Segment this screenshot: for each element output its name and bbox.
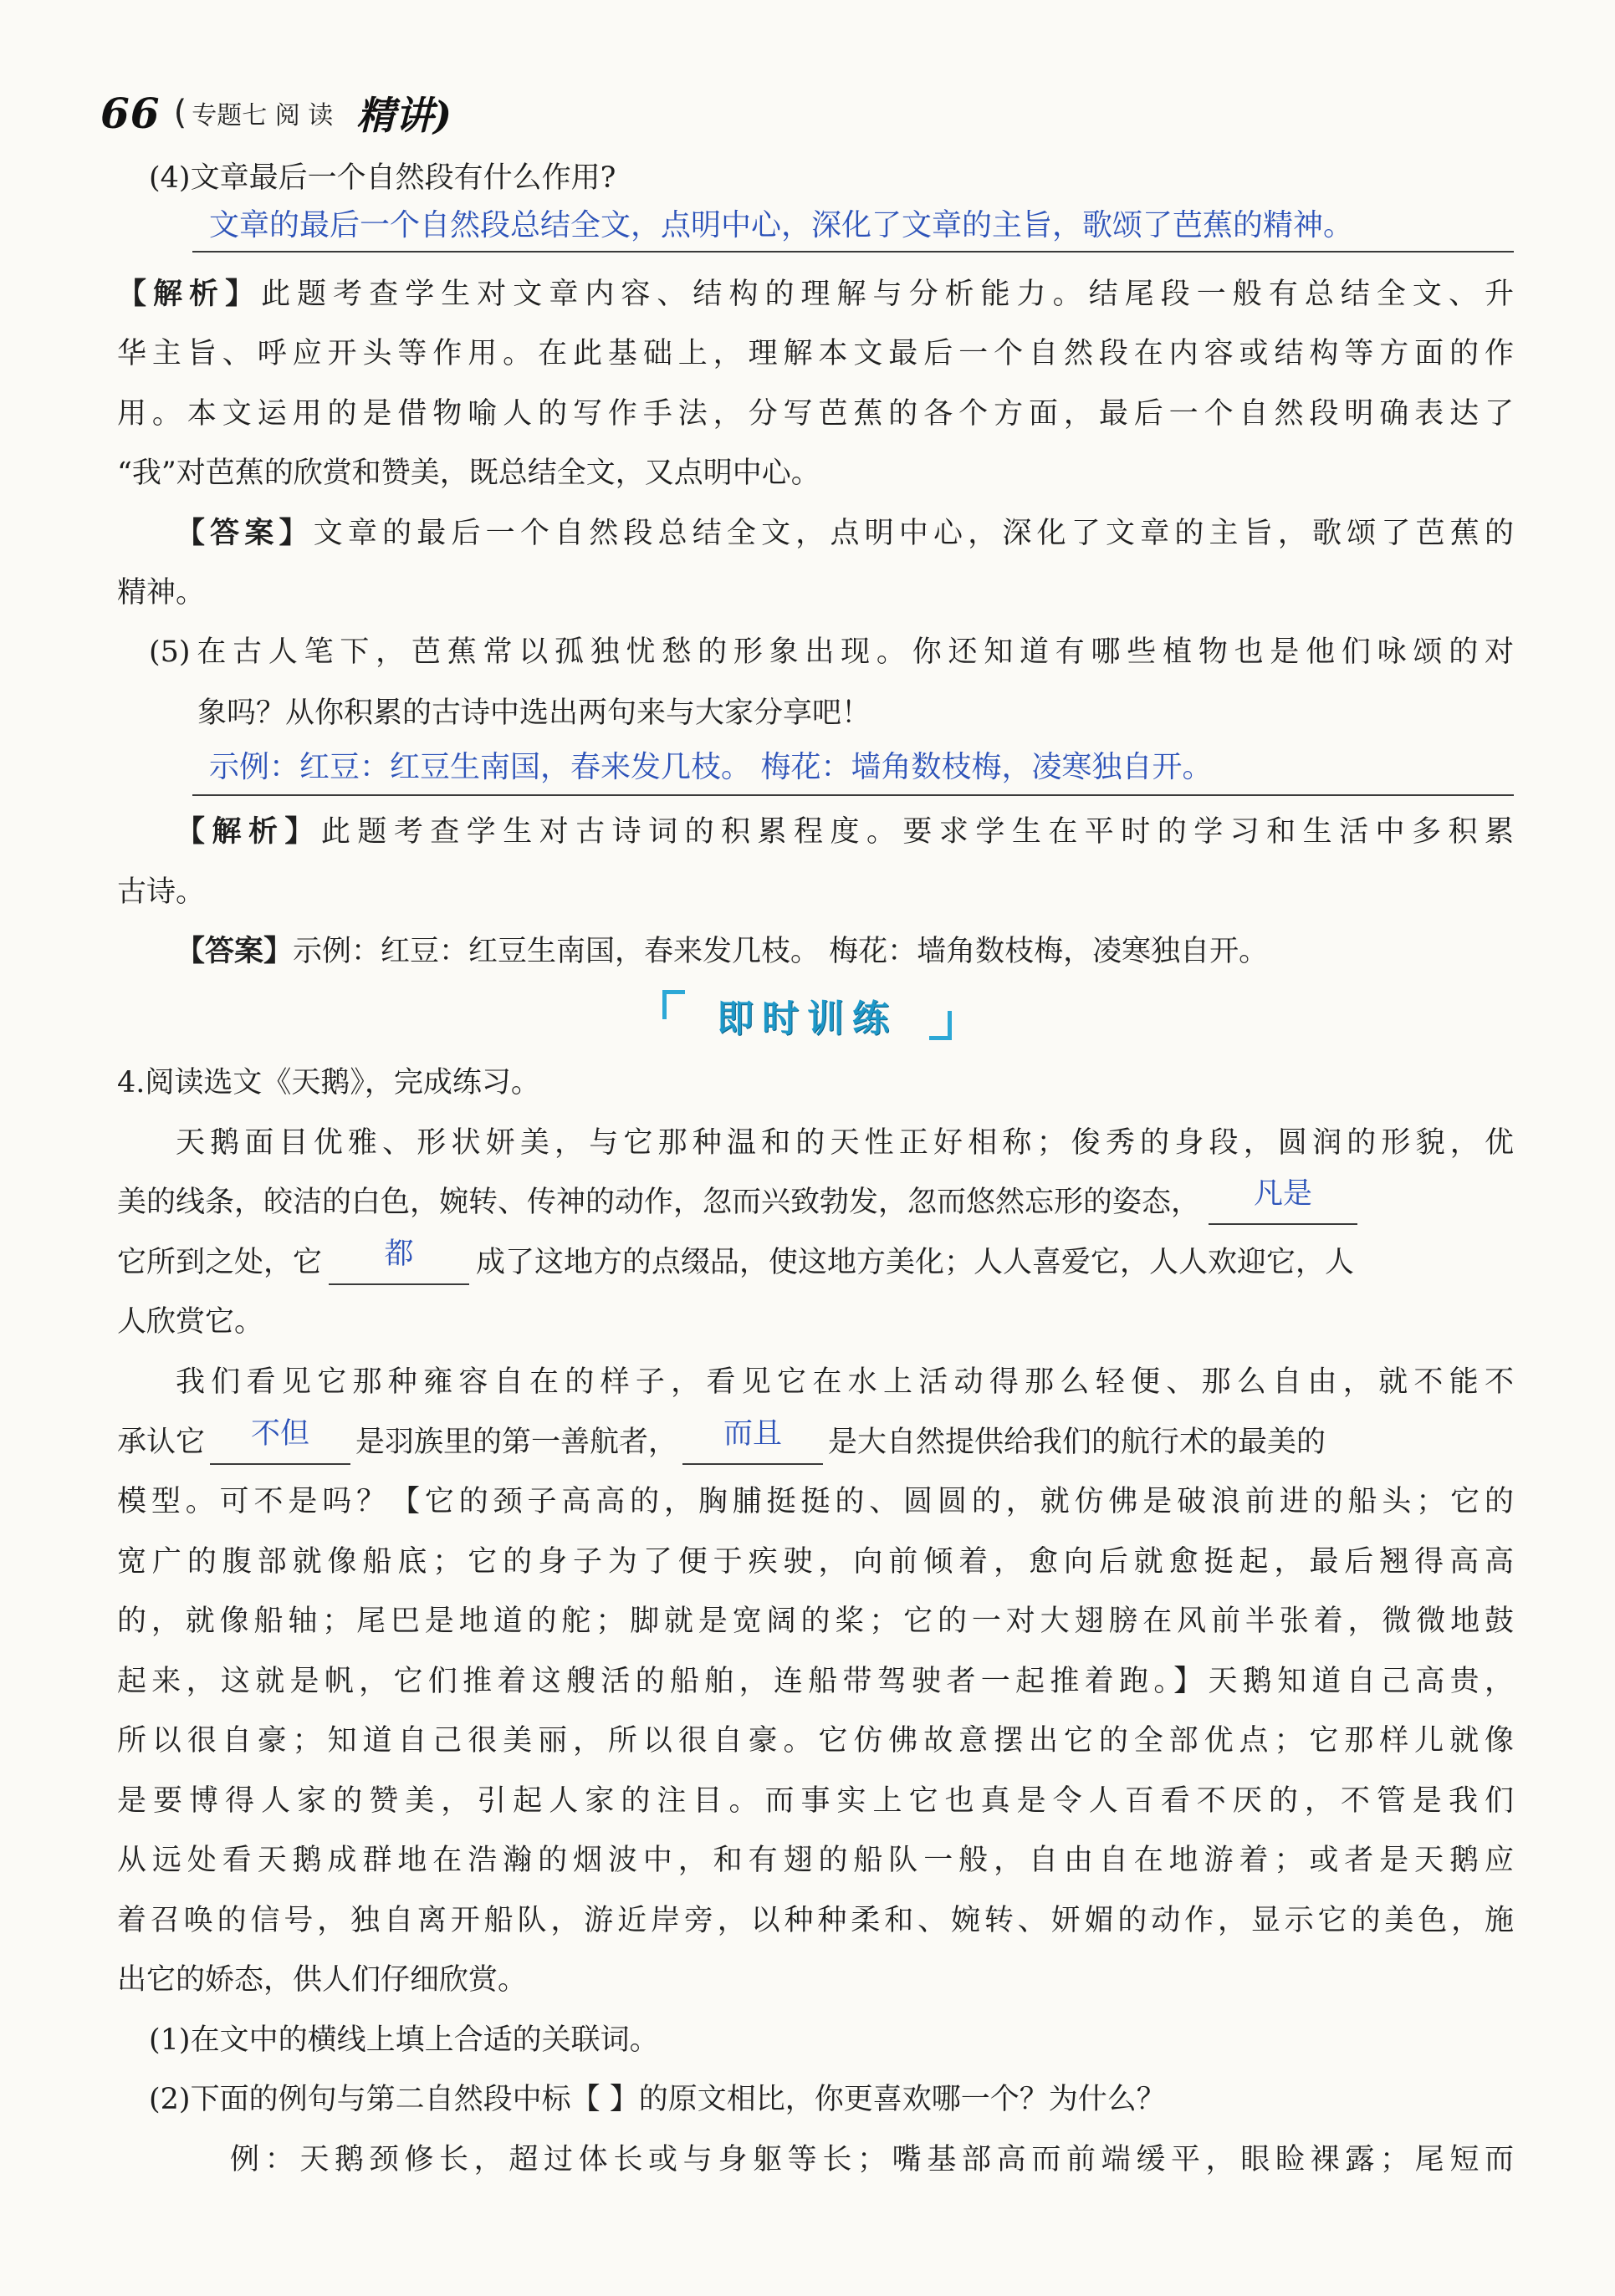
- q5-analysis-text-1: 此题考查学生对古诗词的积累程度。要求学生在平时的学习和生活中多积累: [320, 815, 1514, 849]
- p2-line-2: [117, 1417, 1326, 1465]
- p2-line-7: 所以很自豪；知道自己很美丽，所以很自豪。它仿佛故意摆出它的全部优点；它那样儿就像: [117, 1724, 1514, 1758]
- example-sentence: 例：天鹅颈修长，超过体长或与身躯等长；嘴基部高而前端缓平，眼睑裸露；尾短而: [230, 2143, 1514, 2176]
- p2-line-2-b: 是羽族里的第一善航者，: [355, 1426, 678, 1459]
- p1-line-3-pre: 它所到之处，它: [117, 1246, 323, 1279]
- p2-line-10: 着召唤的信号，独自离开船队，游近岸旁，以种种柔和、婉转、妍媚的动作，显示它的美色，施: [117, 1904, 1514, 1937]
- blank-1-answer: 凡是: [1254, 1177, 1313, 1211]
- q5-answer-text: 示例：红豆：红豆生南国，春来发几枝。 梅花：墙角数枝梅，凌寒独自开。: [293, 935, 1269, 968]
- page-header: [100, 84, 452, 142]
- p2-line-1: 我们看见它那种雍容自在的样子，看见它在水上活动得那么轻便、那么自由，就不能不: [176, 1365, 1514, 1399]
- blank-3[interactable]: [210, 1417, 350, 1465]
- q4-answer-label: 【答案】: [176, 517, 314, 550]
- p1-line-4: 人欣赏它。: [117, 1305, 264, 1339]
- q4-analysis-line-4: “我”对芭蕉的欣赏和赞美，既总结全文，又点明中心。: [117, 457, 820, 490]
- p2-line-4: 宽广的腹部就像船底；它的身子为了便于疾驶，向前倾着，愈向后就愈挺起，最后翘得高高: [117, 1545, 1514, 1579]
- sub-question-2: (2)下面的例句与第二自然段中标【 】的原文相比，你更喜欢哪一个？为什么？: [149, 2083, 1166, 2116]
- p2-line-6: 起来，这就是帆，它们推着这艘活的船舶，连船带驾驶者一起推着跑。】天鹅知道自己高贵，: [117, 1665, 1514, 1698]
- blank-4[interactable]: [682, 1417, 823, 1465]
- p2-line-3: 模型。可不是吗？【它的颈子高高的，胸脯挺挺的、圆圆的，就仿佛是破浪前进的船头；它的: [117, 1485, 1514, 1518]
- section-title: 即时训练: [717, 997, 897, 1040]
- p1-line-1: 天鹅面目优雅、形状妍美，与它那种温和的天性正好相称；俊秀的身段，圆润的形貌，优: [176, 1126, 1514, 1160]
- blank-2-answer: 都: [384, 1237, 414, 1271]
- p2-line-5: 的，就像船轴；尾巴是地道的舵；脚就是宽阔的桨；它的一对大翅膀在风前半张着，微微地鼓: [117, 1605, 1514, 1638]
- q5-question-line-2: 象吗？从你积累的古诗中选出两句来与大家分享吧！: [197, 696, 871, 730]
- p2-line-9: 从远处看天鹅成群地在浩瀚的烟波中，和有翅的船队一般，自由自在地游着；或者是天鹅应: [117, 1844, 1514, 1877]
- q4-answer-line: [192, 251, 1514, 253]
- q4-question: (4)文章最后一个自然段有什么作用?: [149, 161, 616, 195]
- header-topic: ( 专题七 阅 读: [173, 94, 334, 132]
- p1-line-2: [117, 1177, 1357, 1225]
- q4-answer-text-1: 文章的最后一个自然段总结全文，点明中心，深化了文章的主旨，歌颂了芭蕉的: [313, 517, 1514, 550]
- p1-line-2-text: 美的线条，皎洁的白色，婉转、传神的动作，忽而兴致勃发，忽而悠然忘形的姿态，: [117, 1186, 1201, 1219]
- q5-analysis-line-1: [176, 811, 1514, 853]
- blank-3-answer: 不但: [251, 1417, 310, 1451]
- sub-question-1: (1)在文中的横线上填上合适的关联词。: [149, 2023, 659, 2057]
- header-topic-text: 专题七 阅 读: [192, 101, 334, 130]
- q4-analysis-line-2: 华主旨、呼应开头等作用。在此基础上，理解本文最后一个自然段在内容或结构等方面的作: [117, 337, 1514, 370]
- q4-analysis-line-1: [117, 273, 1514, 315]
- header-brand: 精讲): [356, 93, 452, 138]
- q4-answer-line-1: [176, 513, 1514, 554]
- p2-line-2-c: 是大自然提供给我们的航行术的最美的: [828, 1426, 1326, 1459]
- q4-student-answer: 文章的最后一个自然段总结全文，点明中心，深化了文章的主旨，歌颂了芭蕉的精神。: [209, 208, 1354, 242]
- q5-answer-row: [176, 931, 1268, 972]
- page-number: 66: [100, 88, 161, 138]
- banner-bracket-right: [929, 1011, 952, 1040]
- p2-line-2-a: 承认它: [117, 1426, 206, 1459]
- q4-analysis-line-3: 用。本文运用的是借物喻人的写作手法，分写芭蕉的各个方面，最后一个自然段明确表达了: [117, 397, 1514, 431]
- exercise-heading: 4.阅读选文《天鹅》，完成练习。: [117, 1066, 540, 1100]
- blank-1[interactable]: [1209, 1177, 1357, 1225]
- p1-line-3-post: 成了这地方的点缀品，使这地方美化；人人喜爱它，人人欢迎它，人: [476, 1246, 1355, 1279]
- q4-analysis-text-1: 此题考查学生对文章内容、结构的理解与分析能力。结尾段一般有总结全文、升: [261, 278, 1514, 311]
- q5-analysis-label: 【解析】: [176, 815, 321, 849]
- p1-line-3: [117, 1237, 1355, 1285]
- q5-question-line-1: (5)在古人笔下，芭蕉常以孤独忧愁的形象出现。你还知道有哪些植物也是他们咏颂的对: [149, 635, 1514, 669]
- blank-4-answer: 而且: [723, 1417, 783, 1451]
- q4-analysis-label: 【解析】: [117, 278, 262, 311]
- p2-line-11: 出它的娇态，供人们仔细欣赏。: [117, 1963, 528, 1997]
- section-banner: [652, 985, 962, 1045]
- q5-analysis-line-2: 古诗。: [117, 875, 206, 909]
- p2-line-8: 是要博得人家的赞美，引起人家的注目。而事实上它也真是令人百看不厌的，不管是我们: [117, 1784, 1514, 1818]
- header-brand-text: 精讲: [356, 93, 434, 138]
- q5-student-answer: 示例：红豆：红豆生南国，春来发几枝。 梅花：墙角数枝梅，凌寒独自开。: [209, 750, 1213, 784]
- q4-answer-line-2: 精神。: [117, 576, 206, 610]
- banner-bracket-left: [662, 990, 685, 1019]
- q5-answer-label: 【答案】: [176, 935, 294, 968]
- blank-2[interactable]: [329, 1237, 469, 1285]
- q5-answer-line: [192, 794, 1514, 796]
